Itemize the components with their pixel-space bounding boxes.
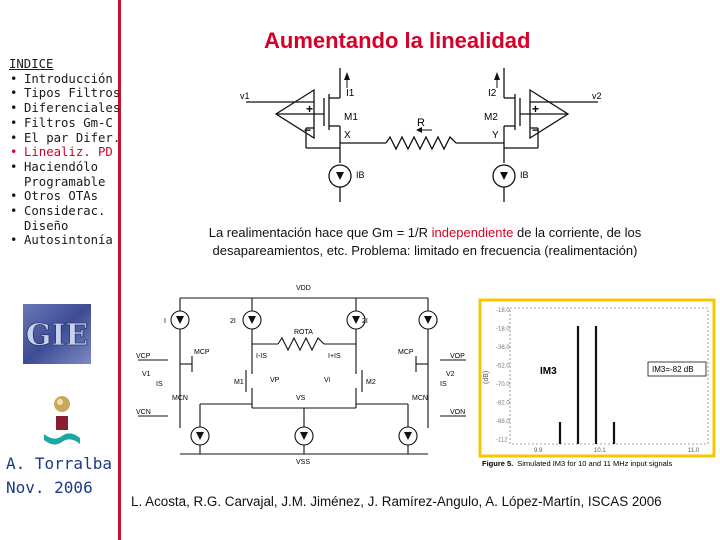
- toc-heading: INDICE: [9, 57, 54, 71]
- i1-label: I1: [346, 88, 355, 99]
- toc-item: [9, 116, 121, 131]
- toc-list: [9, 72, 121, 248]
- im3-label: IM3: [540, 366, 557, 377]
- resistor-r: [386, 137, 456, 149]
- gie-logo: [23, 304, 91, 364]
- y-tick-label: -18.0: [496, 326, 510, 333]
- von-label: VON: [450, 409, 466, 416]
- author-name: A. Torralba: [6, 454, 112, 473]
- ib1-label: IB: [356, 170, 365, 180]
- toc-item-sublabel: Programable: [24, 174, 106, 189]
- vdd-label: VDD: [296, 285, 311, 292]
- caption-before: La realimentación hace que Gm = 1/R: [208, 225, 432, 240]
- toc-item: [9, 160, 121, 189]
- vss-label: VSS: [296, 459, 311, 466]
- svg-text:GIE: GIE: [25, 318, 89, 353]
- toc-item-sublabel: Diseño: [24, 218, 69, 233]
- ota-schematic: [128, 278, 476, 466]
- i-minus-is-label: I-IS: [256, 353, 267, 360]
- toc-item-label: Autosintonía: [24, 233, 113, 248]
- caption-highlight: independiente: [431, 225, 514, 240]
- y-tick-label: -36.0: [496, 345, 510, 351]
- toc-item-label: El par Difer.: [24, 130, 121, 145]
- figure-caption: Figure 5. Simulated IM3 for 10 and 11 MHz input signals: [482, 459, 673, 468]
- mcn-label-right: MCN: [412, 395, 428, 402]
- vi-label: Vi: [324, 377, 331, 384]
- vs-label: VS: [296, 395, 306, 402]
- reference-citation: L. Acosta, R.G. Carvajal, J.M. Jiménez, J. Ramírez-Angulo, A. López-Martín, ISCAS 2006: [131, 494, 662, 509]
- y-axis-label: (dB): [483, 370, 490, 384]
- m1-label: M1: [344, 112, 358, 123]
- toc-item: [9, 204, 121, 233]
- feedback-caption: [160, 224, 690, 260]
- mcp-label-right: MCP: [398, 349, 414, 356]
- linearized-pair-schematic: [236, 68, 608, 208]
- toc-item-label: Filtros Gm-C: [24, 115, 113, 130]
- two-i-label-right: 2I: [362, 318, 368, 325]
- v1-label: v1: [240, 91, 250, 101]
- right-plus: +: [532, 102, 540, 116]
- v2-label: V2: [446, 371, 455, 378]
- y-tick-label: -82.0: [496, 400, 510, 407]
- y-tick-label: -112: [496, 437, 508, 444]
- sidebar: [0, 0, 121, 540]
- toc-item: [9, 101, 121, 116]
- vp-label: VP: [270, 377, 280, 384]
- m2-label: M2: [484, 112, 498, 123]
- toc-item: [9, 72, 121, 87]
- is-label-left: IS: [156, 381, 163, 388]
- toc-item-label: Haciendólo: [24, 159, 99, 174]
- v2-label: v2: [592, 91, 602, 101]
- slide-title: Aumentando la linealidad: [264, 28, 531, 53]
- x-node-label: X: [344, 130, 351, 141]
- university-logo: [40, 392, 84, 452]
- two-i-label-left: 2I: [230, 318, 236, 325]
- toc-item: [9, 233, 121, 248]
- toc-item-label: Linealiz. PD: [24, 145, 113, 160]
- r-label: R: [417, 117, 425, 129]
- toc-item: [9, 131, 121, 146]
- y-tick-label: -88.0: [496, 419, 510, 425]
- y-tick-label: -18.0: [496, 308, 510, 314]
- rota-resistor: [278, 338, 324, 350]
- author-date: Nov. 2006: [6, 478, 93, 497]
- toc-item-label: Tipos Filtros: [24, 86, 121, 101]
- vop-label: VOP: [450, 353, 465, 360]
- left-minus: −: [304, 123, 312, 137]
- toc-item-label: Diferenciales: [24, 101, 121, 116]
- rota-label: ROTA: [294, 329, 313, 336]
- i2-label: I2: [488, 88, 497, 99]
- m2-label: M2: [366, 379, 376, 386]
- y-node-label: Y: [492, 130, 499, 141]
- m1-label: M1: [234, 379, 244, 386]
- v1-label: V1: [142, 371, 151, 378]
- y-tick-label: -70.0: [496, 382, 510, 388]
- toc-item-label: Considerac.: [24, 204, 106, 219]
- mcp-label-left: MCP: [194, 349, 210, 356]
- author-block: [6, 452, 112, 500]
- x-tick-2: 11.0: [688, 448, 700, 454]
- toc-item: [9, 145, 121, 160]
- toc-item: [9, 86, 121, 101]
- toc-item: [9, 189, 121, 204]
- i-label-left: I: [164, 318, 166, 325]
- mcn-label-left: MCN: [172, 395, 188, 402]
- toc-item-label: Otros OTAs: [24, 189, 99, 204]
- vcn-label: VCN: [136, 409, 151, 416]
- i-label-right: I: [436, 318, 438, 325]
- ib2-label: IB: [520, 170, 529, 180]
- i-plus-is-label: I+IS: [328, 353, 341, 360]
- left-plus: +: [306, 102, 314, 116]
- right-minus: −: [532, 123, 540, 137]
- is-label-right: IS: [440, 381, 447, 388]
- x-tick-1: 10.1: [594, 448, 606, 454]
- caption-after: de la corriente, de los desapareamientos, etc. Problema: limitado en frecuencia (realimentación): [212, 225, 642, 258]
- vcp-label: VCP: [136, 353, 151, 360]
- y-tick-label: -52.0: [496, 363, 510, 370]
- im3-value-text: IM3=-82 dB: [652, 365, 694, 374]
- toc-item-label: Introducción: [24, 71, 113, 86]
- table-of-contents: [9, 57, 121, 248]
- im3-spectrum-plot: [478, 298, 716, 470]
- x-tick-0: 9.9: [534, 448, 543, 454]
